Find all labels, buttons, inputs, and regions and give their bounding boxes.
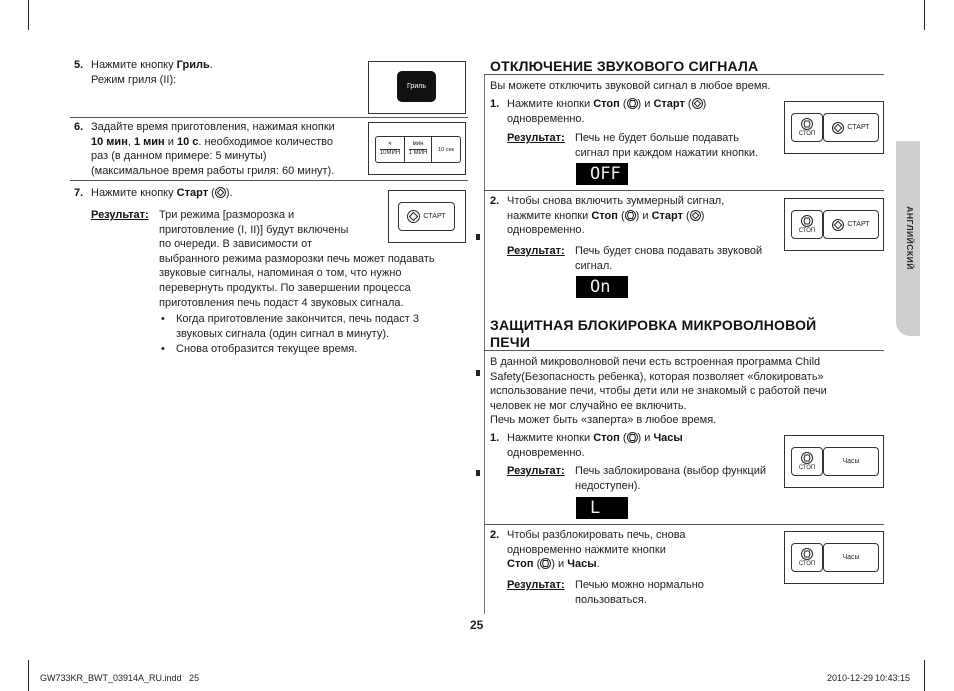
grill-panel xyxy=(368,61,466,114)
ten-sec-button[interactable]: 10 сек xyxy=(438,146,454,153)
stop-clock-panel xyxy=(784,531,884,584)
title-underline xyxy=(484,74,884,75)
divider xyxy=(70,180,468,181)
footer-date: 2010-12-29 xyxy=(827,673,874,683)
lock-intro: В данной микроволновой печи есть встроенная программа Child Safety(Безопасность ребенка), которая позволяет «блокировать» использование печи, чтобы дети или не знакомый с работой печи человек не мог случайно ее включить. Печь может быть «заперта» в любое время. xyxy=(490,356,827,427)
start-icon xyxy=(832,219,844,231)
start-icon xyxy=(407,210,420,223)
stop-start-panel xyxy=(784,198,884,251)
display-on: On xyxy=(576,276,628,298)
stop-button[interactable]: СТОП xyxy=(791,543,823,572)
step-5: 5. Нажмите кнопку Гриль. Режим гриля (II): xyxy=(74,59,213,86)
lock-step-2-result: Результат: Печью можно нормально пользоваться. xyxy=(507,579,704,606)
language-tab-label: АНГЛИЙСКИЙ xyxy=(905,206,915,270)
section-title-sound: ОТКЛЮЧЕНИЕ ЗВУКОВОГО СИГНАЛА xyxy=(490,58,759,74)
sound-step-2-result: Результат: Печь будет снова подавать звуковой сигнал. xyxy=(507,245,763,272)
crop-mark xyxy=(924,0,925,30)
crop-mark xyxy=(476,470,480,476)
step-6: 6. Задайте время приготовления, нажимая кнопки 10 мин, 1 мин и 10 с. необходимое количество раз (в данном примере: 5 минуты) (максимальное время работы гриля: 60 минут). xyxy=(74,121,335,177)
lock-step-1-result: Результат: Печь заблокирована (выбор функций недоступен). xyxy=(507,465,766,492)
column-divider xyxy=(484,74,485,614)
grill-button[interactable]: Гриль xyxy=(397,71,436,102)
page-number: 25 xyxy=(470,618,484,632)
divider xyxy=(484,190,884,191)
display-off: OFF xyxy=(576,163,628,185)
start-icon xyxy=(832,122,844,134)
hour-button[interactable]: ч 10МИН xyxy=(379,141,401,156)
step-7: 7. Нажмите кнопку Старт ( ). xyxy=(74,187,233,199)
crop-mark xyxy=(28,0,29,30)
stop-button[interactable]: СТОП xyxy=(791,447,823,476)
stop-icon xyxy=(625,210,636,221)
stop-icon xyxy=(801,548,813,560)
start-icon xyxy=(690,210,701,221)
stop-icon xyxy=(801,118,813,130)
crop-mark xyxy=(476,370,480,376)
footer-time: 10:43:15 xyxy=(875,673,911,683)
section-title-lock: ЗАЩИТНАЯ БЛОКИРОВКА МИКРОВОЛНОВОЙ ПЕЧИ xyxy=(490,317,817,350)
stop-button[interactable]: СТОП xyxy=(791,210,823,239)
start-icon xyxy=(215,187,226,198)
crop-mark xyxy=(28,660,29,691)
stop-icon xyxy=(627,432,638,443)
start-button[interactable]: СТАРТ xyxy=(398,202,455,231)
sound-step-1-result: Результат: Печь не будет больше подавать сигнал при каждом нажатии кнопки. xyxy=(507,132,759,159)
stop-icon xyxy=(627,98,638,109)
lock-step-1: 1. Нажмите кнопки Стоп ( ) и Часы одновременно. xyxy=(490,432,683,459)
stop-icon xyxy=(801,452,813,464)
minute-button[interactable]: мин 1 МИН xyxy=(404,137,432,162)
lock-step-2: 2. Чтобы разблокировать печь, снова одновременно нажмите кнопки Стоп ( ) и Часы. xyxy=(490,529,686,571)
start-button[interactable]: СТАРТ xyxy=(823,113,879,142)
crop-mark xyxy=(924,660,925,691)
display-lock: L xyxy=(576,497,628,519)
stop-icon xyxy=(540,558,551,569)
footer-file: GW733KR_BWT_03914A_RU.indd 25 xyxy=(40,673,200,683)
stop-button[interactable]: СТОП xyxy=(791,113,823,142)
step-7-result: Результат: Три режима [разморозка и приготовление (I, II)] будут включены по очереди. В зависимости от выбранного режима разморозки печь может подавать звуковые сигналы, напоминая о том, что нужно перевернуть продукты. По завершении процесса приготовления печь подаст 4 звуковых сигнала. • Когда приготовление закончится, печь подаст 3 звуковых сигнала (один сигнал в минуту). • Снова отобразится текущее время. xyxy=(91,209,435,356)
divider xyxy=(70,117,468,118)
clock-button[interactable]: Часы xyxy=(823,543,879,572)
sound-intro: Вы можете отключить звуковой сигнал в любое время. xyxy=(490,80,771,92)
sound-step-2: 2. Чтобы снова включить зуммерный сигнал, нажмите кнопки Стоп ( ) и Старт ( ) одновременно. xyxy=(490,195,725,237)
crop-mark xyxy=(476,234,480,240)
start-button[interactable]: СТАРТ xyxy=(823,210,879,239)
stop-start-panel xyxy=(784,101,884,154)
start-panel xyxy=(388,190,466,243)
start-icon xyxy=(692,98,703,109)
divider xyxy=(484,524,884,525)
sound-step-1: 1. Нажмите кнопки Стоп ( ) и Старт ( ) одновременно. xyxy=(490,98,707,125)
clock-button[interactable]: Часы xyxy=(823,447,879,476)
title-underline xyxy=(484,350,884,351)
stop-clock-panel xyxy=(784,435,884,488)
stop-icon xyxy=(801,215,813,227)
time-panel xyxy=(368,122,466,175)
